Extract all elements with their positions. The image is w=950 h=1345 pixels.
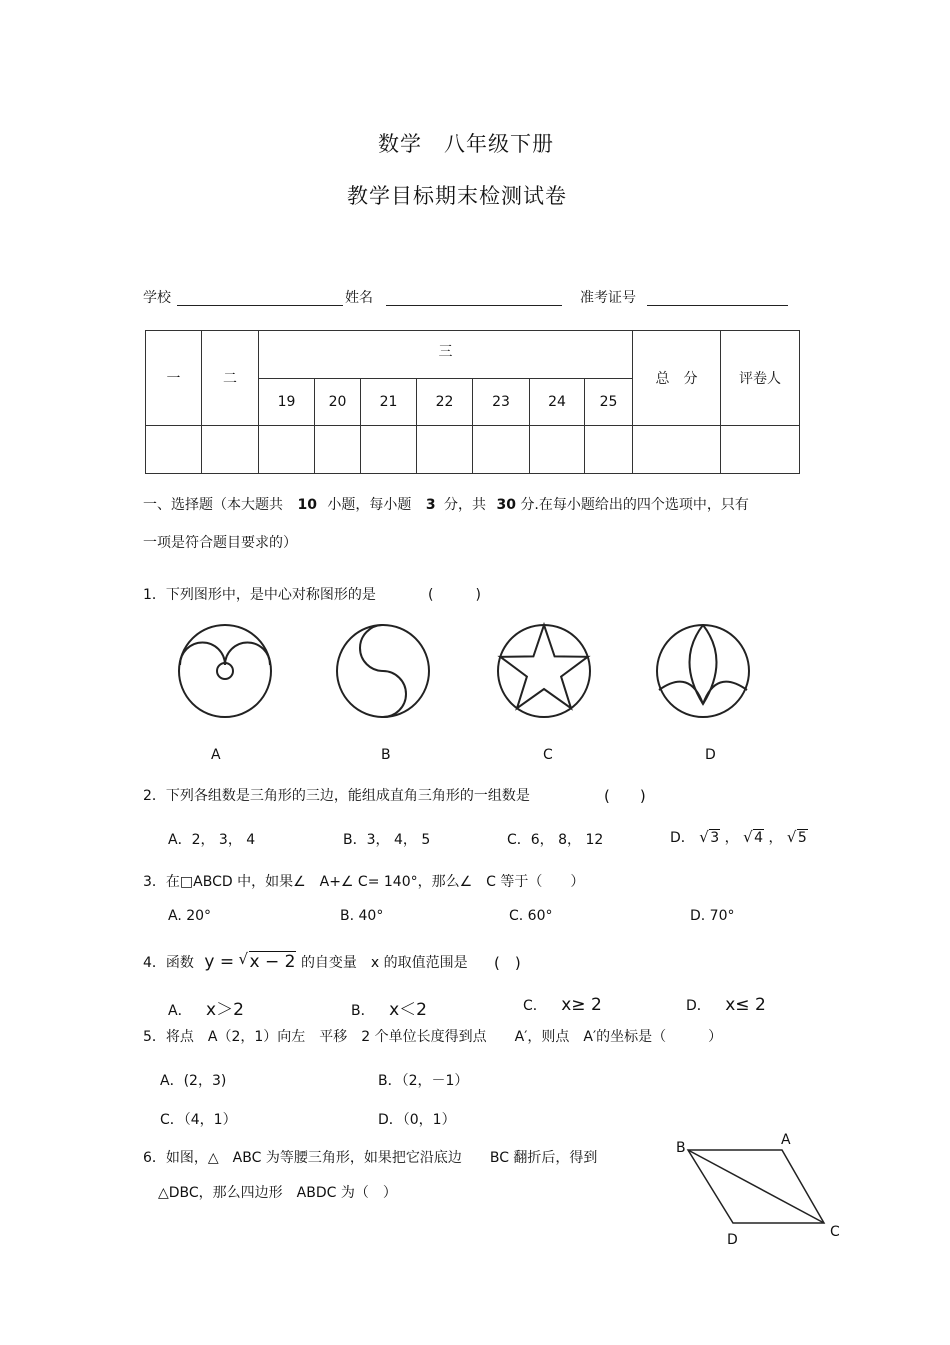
score-col-3: 三 [259, 331, 633, 379]
section1-text-b: 小题，每小题 [327, 497, 412, 513]
q4-a-label: A． [168, 1003, 192, 1019]
score-sub-25: 25 [585, 379, 633, 426]
q2-option-b[interactable]: B．3， 4， 5 [343, 832, 431, 848]
q6-stem-line1: 6．如图，△ ABC 为等腰三角形，如果把它沿底边 BC 翻折后，得到 [143, 1150, 598, 1166]
q4-stem-a: 4．函数 [143, 955, 194, 971]
q2-d-sep: ， [724, 830, 739, 846]
q5-stem: 5．将点 A（2，1）向左 平移 2 个单位长度得到点 A′，则点 A′的坐标是（ ） [143, 1029, 723, 1045]
q4-blank: ( ) [494, 954, 521, 972]
q4-a-value: x＞2 [206, 1000, 244, 1020]
q6-label-a: A [781, 1132, 791, 1148]
q5-option-a[interactable]: A．(2，3) [160, 1073, 227, 1089]
q6-label-d: D [727, 1232, 738, 1248]
q1-label-b: B [381, 747, 391, 763]
q5-option-b[interactable]: B．（2，－1） [378, 1073, 469, 1089]
school-label: 学校 [143, 290, 171, 306]
q1-label-c: C [543, 747, 553, 763]
sqrt-3-value: 3 [710, 830, 720, 846]
q2-option-c[interactable]: C．6， 8， 12 [507, 832, 604, 848]
q4-stem-b: 的自变量 x 的取值范围是 [300, 955, 468, 971]
page-subtitle: 教学目标期末检测试卷 [347, 184, 567, 208]
sqrt-4: √ 4 [743, 828, 763, 846]
rhombus-figure-icon [688, 1150, 824, 1223]
q2-d-sep: ， [768, 830, 783, 846]
score-col-2: 二 [202, 331, 259, 426]
score-col-1: 一 [146, 331, 202, 426]
q1-stem: 1．下列图形中，是中心对称图形的是 [143, 587, 376, 603]
score-sub-22: 22 [417, 379, 473, 426]
sqrt-3: √ 3 [699, 828, 720, 846]
q6-label-b: B [676, 1140, 686, 1156]
exam-no-label: 准考证号 [580, 290, 636, 306]
q6-label-c: C [830, 1224, 840, 1240]
q3-option-b[interactable]: B. 40° [340, 908, 384, 924]
q4-b-value: x＜2 [389, 1000, 427, 1020]
score-sub-24: 24 [530, 379, 585, 426]
section1-text-d: 分.在每小题给出的四个选项中，只有 [520, 497, 749, 513]
q1-blank: ( ) [428, 587, 481, 603]
score-sub-19: 19 [259, 379, 315, 426]
q3-option-a[interactable]: A. 20° [168, 908, 212, 924]
q5-option-c[interactable]: C．（4，1） [160, 1112, 237, 1128]
q1-label-d: D [705, 747, 716, 763]
q6-stem-line2: △DBC，那么四边形 ABDC 为（ ） [158, 1185, 397, 1201]
q4-y-eq: y = [204, 952, 235, 972]
q4-b-label: B． [351, 1003, 375, 1019]
q3-option-d[interactable]: D. 70° [690, 908, 735, 924]
q3-stem: 3．在□ABCD 中，如果∠ A+∠ C= 140°，那么∠ C 等于（ ） [143, 874, 585, 890]
q5-option-d[interactable]: D．（0，1） [378, 1112, 456, 1128]
q2-d-prefix: D． [670, 830, 695, 846]
q2-option-a[interactable]: A．2， 3， 4 [168, 832, 256, 848]
page-title: 数学 八年级下册 [378, 132, 554, 156]
section1-points-each: 3 [425, 497, 436, 513]
sqrt-5-value: 5 [797, 830, 807, 846]
score-sub-23: 23 [473, 379, 530, 426]
q4-radicand: x − 2 [249, 952, 296, 972]
q3-option-c[interactable]: C. 60° [509, 908, 553, 924]
score-grader: 评卷人 [721, 331, 800, 426]
score-sub-21: 21 [361, 379, 417, 426]
name-label: 姓名 [345, 290, 373, 306]
sqrt-4-value: 4 [754, 830, 763, 846]
section1-total-points: 30 [496, 497, 516, 513]
sqrt-5: √ 5 [786, 828, 807, 846]
score-sub-20: 20 [315, 379, 361, 426]
q4-d-value: x≤ 2 [725, 995, 766, 1015]
q4-c-label: C． [523, 998, 547, 1014]
section1-text-a: 一、选择题（本大题共 [143, 497, 283, 513]
q2-stem: 2．下列各组数是三角形的三边，能组成直角三角形的一组数是 [143, 788, 530, 804]
q2-blank: ( ) [604, 787, 646, 805]
q4-c-value: x≥ 2 [561, 995, 602, 1015]
section1-heading-line2: 一项是符合题目要求的） [143, 535, 297, 551]
q1-label-a: A [211, 747, 221, 763]
q4-sqrt: √ x − 2 [238, 950, 296, 972]
section1-text-c: 分，共 [444, 497, 487, 513]
score-total: 总 分 [633, 331, 721, 426]
q4-d-label: D． [686, 998, 711, 1014]
section1-count: 10 [297, 497, 317, 513]
